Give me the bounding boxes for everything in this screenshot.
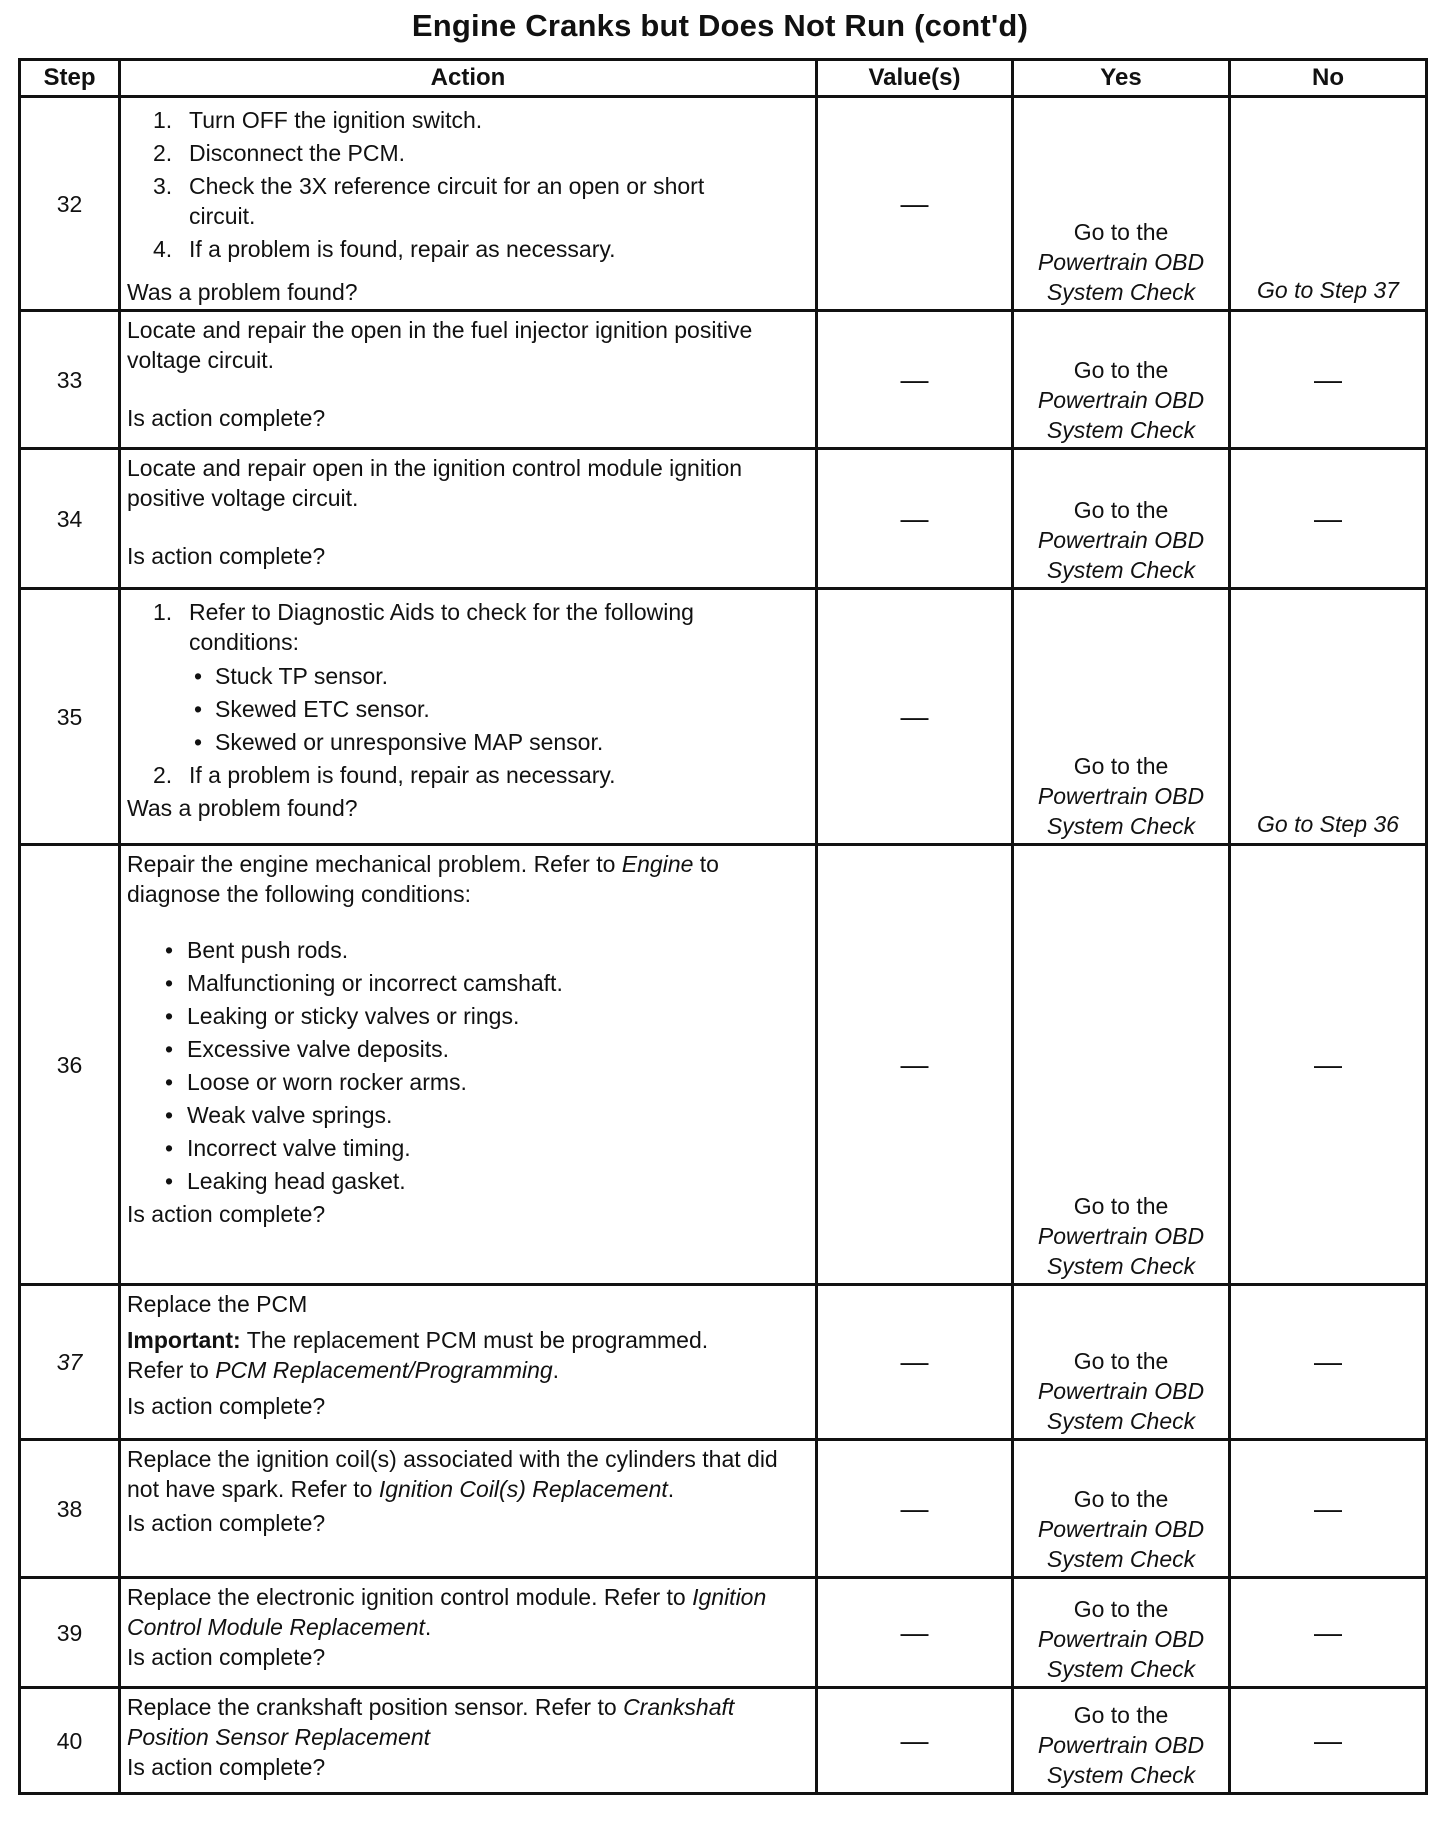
table-row-step-33: [20, 311, 1427, 449]
no-cell: —: [1230, 1285, 1427, 1440]
condition-item: • Loose or worn rocker arms.: [165, 1069, 467, 1095]
condition-item: • Stuck TP sensor.: [194, 663, 389, 689]
condition-list: [127, 935, 809, 1196]
goto-step-link: Go to Step 36: [1257, 811, 1399, 837]
engine-link: Engine: [621, 851, 694, 877]
condition-item: • Incorrect valve timing.: [165, 1135, 411, 1161]
action-cell: Repair the engine mechanical problem. Refer to Engine to diagnose the following conditions: • Bent push rods. • Malfunctioning or incorrect camshaft. • Leaking or sticky valves or rings. • Excessive valve deposits. • Loose or worn rocker arms. • Weak valve springs. • Incorrect valve timing. • Leaking head gasket. Is action complete?: [120, 845, 817, 1285]
condition-item: • Leaking head gasket.: [165, 1168, 406, 1194]
header-yes: Yes: [1013, 60, 1230, 97]
question-text: Was a problem found?: [127, 795, 358, 821]
step-number: 37: [20, 1285, 120, 1440]
condition-item: • Weak valve springs.: [165, 1102, 393, 1128]
table-row-step-35: [20, 589, 1427, 845]
question-text: Is action complete?: [127, 1201, 326, 1227]
question-text: Is action complete?: [127, 1644, 326, 1670]
value-cell: —: [817, 311, 1013, 449]
condition-item: • Skewed or unresponsive MAP sensor.: [194, 729, 604, 755]
condition-item: • Bent push rods.: [165, 937, 349, 963]
condition-item: • Leaking or sticky valves or rings.: [165, 1003, 520, 1029]
no-cell: —: [1230, 449, 1427, 589]
no-cell: —: [1230, 845, 1427, 1285]
step-number: 34: [20, 449, 120, 589]
step-number: 40: [20, 1688, 120, 1794]
list-item: 4. If a problem is found, repair as necessary.: [153, 236, 616, 262]
no-cell: —: [1230, 311, 1427, 449]
icm-replacement-link: Ignition Control Module Replacement: [127, 1584, 767, 1640]
action-cell: [120, 97, 817, 311]
no-cell: —: [1230, 1578, 1427, 1688]
action-cell: [120, 589, 817, 845]
table-row-step-37: [20, 1285, 1427, 1440]
value-cell: —: [817, 1578, 1013, 1688]
numbered-list: [127, 597, 809, 790]
header-values: Value(s): [817, 60, 1013, 97]
value-cell: —: [817, 97, 1013, 311]
goto-step-link: Go to Step 37: [1257, 277, 1399, 303]
action-cell: Locate and repair the open in the fuel injector ignition positive voltage circuit. Is action complete?: [120, 311, 817, 449]
step-number: 38: [20, 1440, 120, 1578]
action-cell: Locate and repair open in the ignition control module ignition positive voltage circuit. Is action complete?: [120, 449, 817, 589]
table-row-step-38: [20, 1440, 1427, 1578]
ckp-sensor-replacement-link: Crankshaft Position Sensor Replacement: [127, 1694, 735, 1750]
no-cell: —: [1230, 1688, 1427, 1794]
list-item: 1. Refer to Diagnostic Aids to check for the following conditions: • Stuck TP sensor. • Skewed ETC sensor. • Skewed or unresponsive MAP sensor.: [127, 597, 809, 757]
list-item: 2. Disconnect the PCM.: [153, 140, 406, 166]
diagnostic-table: [18, 58, 1428, 1795]
table-row-step-32: [20, 97, 1427, 311]
header-step: Step: [20, 60, 120, 97]
value-cell: —: [817, 1688, 1013, 1794]
table-row-step-36: [20, 845, 1427, 1285]
question-text: Is action complete?: [127, 1754, 326, 1780]
list-item: 1. Turn OFF the ignition switch.: [153, 107, 483, 133]
table-row-step-39: [20, 1578, 1427, 1688]
step-number: 32: [20, 97, 120, 311]
important-label: Important:: [127, 1327, 241, 1353]
question-text: Is action complete?: [127, 1510, 326, 1536]
condition-list: [189, 661, 789, 757]
yes-cell: Go to the Powertrain OBD System Check: [1013, 845, 1230, 1285]
yes-cell: Go to the Powertrain OBD System Check: [1013, 1440, 1230, 1578]
yes-cell: Go to the Powertrain OBD System Check: [1013, 1688, 1230, 1794]
action-cell: Replace the ignition coil(s) associated with the cylinders that did not have spark. Refer to Ignition Coil(s) Replacement. Is action complete?: [120, 1440, 817, 1578]
value-cell: —: [817, 1440, 1013, 1578]
no-cell: [1230, 97, 1427, 311]
header-row: [20, 60, 1427, 97]
no-cell: [1230, 589, 1427, 845]
value-cell: —: [817, 589, 1013, 845]
action-cell: Replace the PCM Important: The replacement PCM must be programmed. Refer to PCM Replacement/Programming. Is action complete?: [120, 1285, 817, 1440]
value-cell: —: [817, 845, 1013, 1285]
value-cell: —: [817, 449, 1013, 589]
action-cell: Replace the electronic ignition control module. Refer to Ignition Control Module Replacement. Is action complete?: [120, 1578, 817, 1688]
step-number: 35: [20, 589, 120, 845]
condition-item: • Excessive valve deposits.: [165, 1036, 450, 1062]
step-number: 36: [20, 845, 120, 1285]
step-number: 39: [20, 1578, 120, 1688]
condition-item: • Malfunctioning or incorrect camshaft.: [165, 970, 563, 996]
yes-cell: Go to the Powertrain OBD System Check: [1013, 97, 1230, 311]
ignition-coil-link: Ignition Coil(s) Replacement: [378, 1476, 668, 1502]
question-text: Is action complete?: [127, 405, 326, 431]
yes-cell: Go to the Powertrain OBD System Check: [1013, 1578, 1230, 1688]
yes-cell: Go to the Powertrain OBD System Check: [1013, 1285, 1230, 1440]
yes-cell: Go to the Powertrain OBD System Check: [1013, 589, 1230, 845]
yes-cell: Go to the Powertrain OBD System Check: [1013, 311, 1230, 449]
table-row-step-40: [20, 1688, 1427, 1794]
page-title: Engine Cranks but Does Not Run (cont'd): [411, 8, 1029, 43]
condition-item: • Skewed ETC sensor.: [194, 696, 430, 722]
question-text: Is action complete?: [127, 1393, 326, 1419]
action-cell: Replace the crankshaft position sensor. Refer to Crankshaft Position Sensor Replacement Is action complete?: [120, 1688, 817, 1794]
list-item: 2. If a problem is found, repair as necessary.: [153, 762, 616, 788]
no-cell: —: [1230, 1440, 1427, 1578]
list-item: 3. Check the 3X reference circuit for an open or short circuit.: [153, 173, 705, 229]
header-no: No: [1230, 60, 1427, 97]
table-row-step-34: [20, 449, 1427, 589]
pcm-replacement-link: PCM Replacement/Programming: [215, 1357, 553, 1383]
header-action: Action: [120, 60, 817, 97]
question-text: Was a problem found?: [127, 279, 358, 305]
value-cell: —: [817, 1285, 1013, 1440]
step-number: 33: [20, 311, 120, 449]
question-text: Is action complete?: [127, 543, 326, 569]
yes-cell: Go to the Powertrain OBD System Check: [1013, 449, 1230, 589]
numbered-list: [127, 105, 809, 264]
